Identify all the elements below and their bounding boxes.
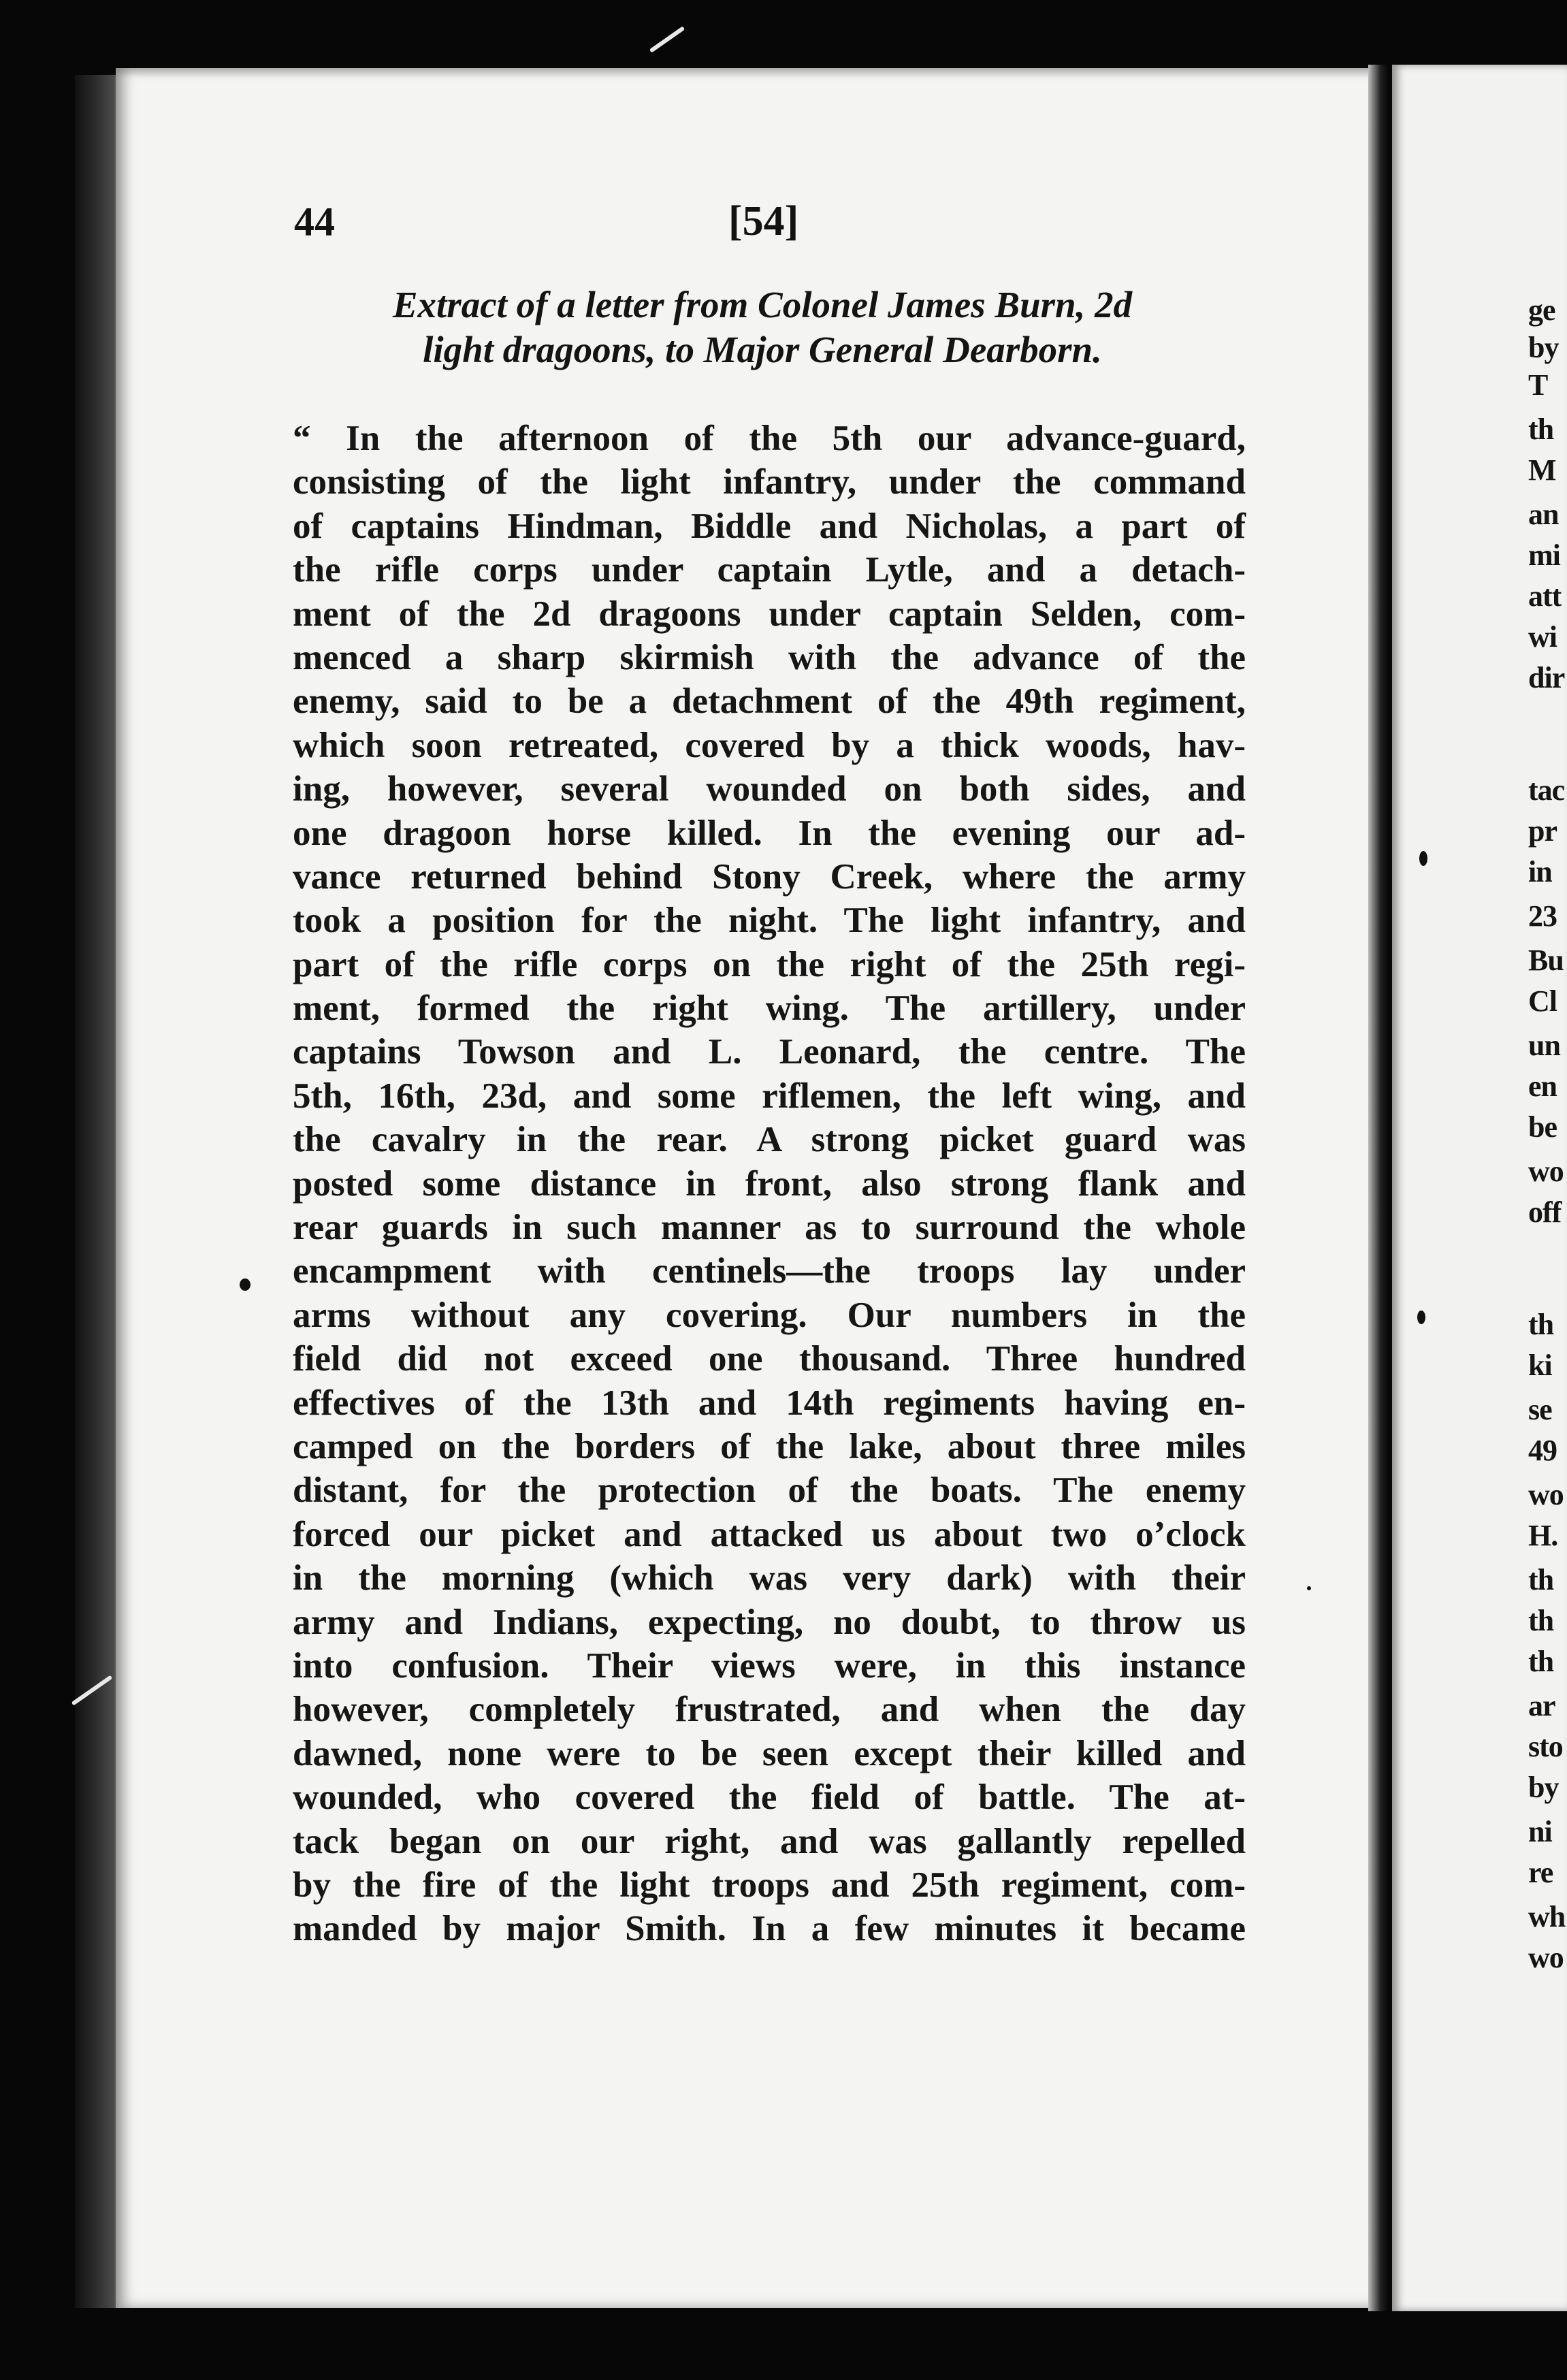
body-line: in the morning (which was very dark) with their [293,1558,1246,1598]
facing-page-text-fragment: Bu [1528,944,1564,977]
facing-page-text-fragment: T [1528,368,1548,402]
body-line: captains Towson and L. Leonard, the centre. The [293,1032,1246,1072]
facing-page-text-fragment: ni [1528,1815,1552,1848]
body-line: manded by major Smith. In a few minutes it became [293,1909,1246,1949]
body-line: by the fire of the light troops and 25th regiment, com- [293,1865,1246,1905]
facing-page-fragment [1392,65,1567,2311]
heading-line-2: light dragoons, to Major General Dearborn. [423,329,1102,370]
body-line: camped on the borders of the lake, about three miles [293,1426,1246,1466]
bracketed-page-number: [54] [728,198,799,244]
body-line: effectives of the 13th and 14th regiments having en- [293,1383,1246,1423]
facing-page-text-fragment: en [1528,1070,1557,1103]
body-line: distant, for the protection of the boats. The enemy [293,1470,1246,1511]
body-line: “ In the afternoon of the 5th our advance-guard, [293,419,1246,458]
page-number: 44 [294,199,335,244]
facing-page-text-fragment: by [1528,331,1559,364]
body-line: army and Indians, expecting, no doubt, to throw us [293,1602,1246,1642]
body-line: dawned, none were to be seen except their killed and [293,1733,1246,1773]
body-line: encampment with centinels—the troops lay under [293,1251,1246,1291]
body-line: rear guards in such manner as to surround the whole [293,1208,1246,1248]
facing-page-text-fragment: wi [1528,620,1557,654]
ink-speck [240,1279,251,1291]
facing-page-text-fragment: H. [1528,1519,1558,1552]
facing-page-text-fragment: 49 [1528,1434,1557,1467]
facing-page-text-fragment: sto [1528,1730,1563,1763]
facing-page-text-fragment: dir [1528,661,1565,694]
body-line: posted some distance in front, also strong flank and [293,1163,1246,1204]
facing-page-text-fragment: att [1528,579,1562,613]
facing-page-text-fragment: mi [1528,538,1560,572]
body-line: vance returned behind Stony Creek, where the army [293,856,1246,897]
facing-page-text-fragment: by [1528,1771,1559,1804]
facing-page-text-fragment: ge [1528,293,1555,327]
body-line: one dragoon horse killed. In the evening our ad- [293,813,1246,853]
body-line: menced a sharp skirmish with the advance of the [293,637,1246,677]
facing-page-text-fragment: in [1528,855,1552,888]
ink-speck [1419,851,1427,866]
facing-page-text-fragment: wo [1528,1155,1564,1188]
body-line: arms without any covering. Our numbers in the [293,1295,1246,1335]
facing-page-text-fragment: wh [1528,1900,1566,1933]
facing-page-text-fragment: off [1528,1195,1562,1229]
page-gutter [1368,65,1389,2311]
facing-page-text-fragment: wo [1528,1478,1564,1511]
facing-page-text-fragment: re [1528,1856,1553,1889]
facing-page-text-fragment: tac [1528,773,1565,807]
facing-page-text-fragment: M [1528,453,1556,487]
facing-page-text-fragment: th [1528,1604,1554,1637]
body-line: consisting of the light infantry, under the command [293,462,1246,502]
body-line: 5th, 16th, 23d, and some riflemen, the left wing, and [293,1076,1246,1116]
facing-page-text-fragment: 23 [1528,899,1557,933]
body-line: ment, formed the right wing. The artillery, under [293,988,1246,1029]
body-line: enemy, said to be a detachment of the 49th regiment, [293,681,1246,722]
body-line: took a position for the night. The light infantry, and [293,901,1246,941]
facing-page-text-fragment: pr [1528,814,1557,848]
facing-page-text-fragment: Cl [1528,984,1557,1018]
facing-page-text-fragment: un [1528,1029,1560,1062]
body-line: field did not exceed one thousand. Three hundred [293,1339,1246,1379]
body-line: however, completely frustrated, and when the day [293,1690,1246,1730]
facing-page-text-fragment: se [1528,1393,1552,1426]
body-line: forced our picket and attacked us about two o’clock [293,1514,1246,1554]
facing-page-text-fragment: th [1528,1645,1554,1678]
facing-page-text-fragment: th [1528,1308,1554,1341]
facing-page-text-fragment: be [1528,1110,1557,1144]
ink-speck [1307,1586,1311,1590]
body-line: the cavalry in the rear. A strong picket guard was [293,1120,1246,1160]
facing-page-text-fragment: th [1528,1563,1554,1596]
letter-body [293,417,1246,1951]
facing-page-text-fragment: ar [1528,1689,1555,1722]
heading-line-1: Extract of a letter from Colonel James Burn, 2d [392,284,1133,325]
body-line: ment of the 2d dragoons under captain Selden, com- [293,594,1246,634]
body-line: the rifle corps under captain Lytle, and a detach- [293,550,1246,590]
body-line: which soon retreated, covered by a thick woods, hav- [293,725,1246,765]
body-line: ing, however, several wounded on both sides, and [293,769,1246,809]
facing-page-text-fragment: an [1528,498,1559,531]
facing-page-text-fragment: th [1528,413,1554,446]
body-line: tack began on our right, and was gallantly repelled [293,1821,1246,1861]
facing-page-text-fragment: ki [1528,1349,1552,1382]
facing-page-text-fragment: wo [1528,1941,1564,1974]
body-line: of captains Hindman, Biddle and Nicholas, a part of [293,506,1246,546]
letter-heading [272,283,1253,372]
body-line: into confusion. Their views were, in this instance [293,1645,1246,1686]
ink-speck [1417,1310,1425,1324]
body-line: wounded, who covered the field of battle. The at- [293,1778,1246,1818]
body-line: part of the rifle corps on the right of the 25th regi- [293,944,1246,984]
